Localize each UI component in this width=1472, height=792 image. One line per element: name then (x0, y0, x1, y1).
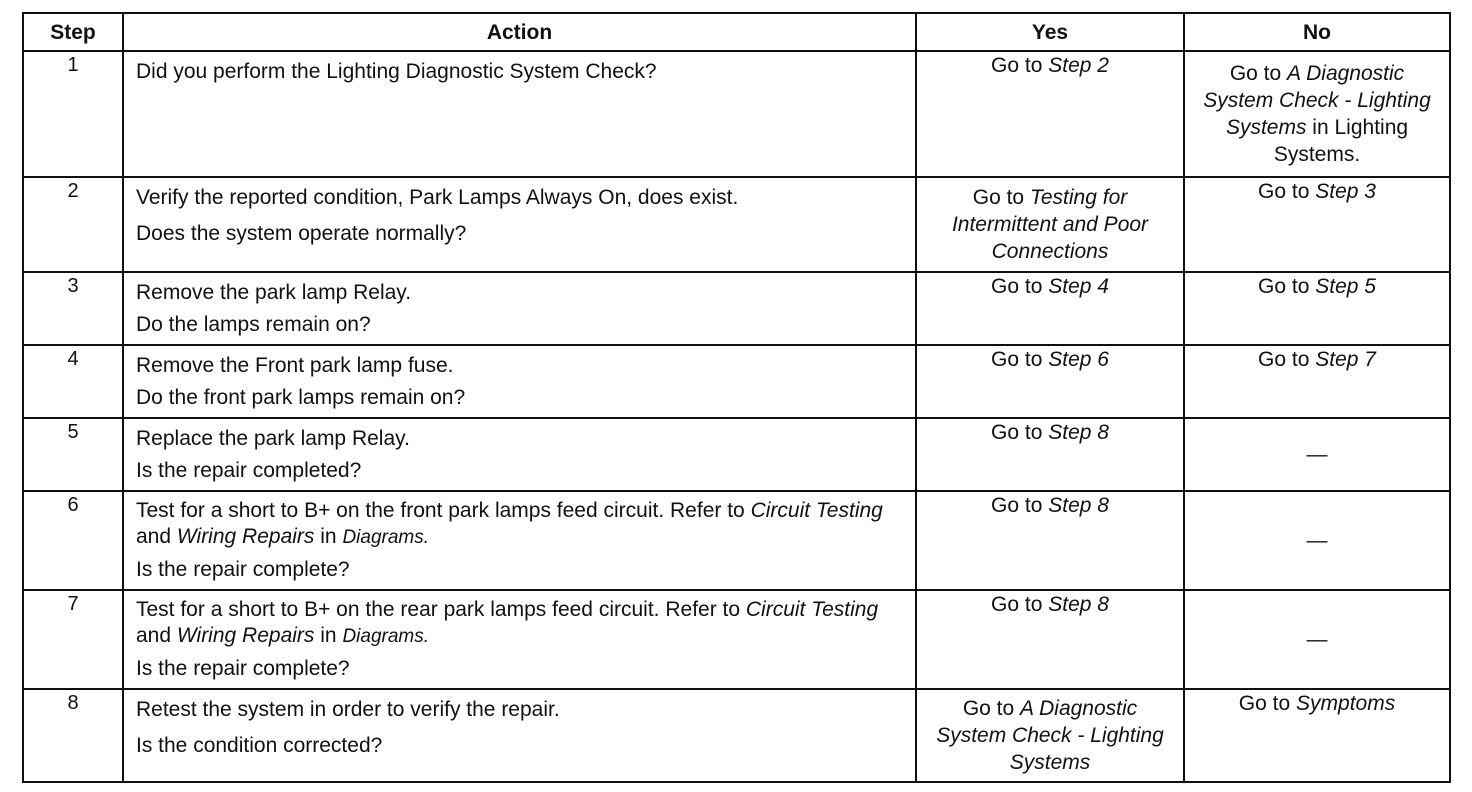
go-to-label: Go to (1238, 692, 1291, 715)
yes-cell (916, 177, 1184, 272)
table-row (23, 272, 1450, 345)
yes-target: Step 4 (1048, 275, 1109, 298)
header-row (23, 13, 1450, 51)
action-main: Test for a short to B+ on the front park lamps feed circuit. (136, 499, 665, 522)
action-cell (123, 345, 916, 418)
step-number: 3 (23, 272, 123, 345)
and-label: and (136, 525, 172, 548)
go-to-label: Go to (991, 421, 1043, 444)
action-cell (123, 590, 916, 689)
action-text: Retest the system in order to verify the repair. (136, 698, 560, 721)
action-cell (123, 272, 916, 345)
in-label: in (1312, 115, 1329, 139)
action-cell (123, 491, 916, 590)
action-text: Remove the Front park lamp fuse. (136, 354, 454, 377)
reference-circuit-testing: Circuit Testing (750, 499, 883, 522)
step-number: 5 (23, 418, 123, 491)
not-applicable-dash: — (1306, 443, 1328, 466)
yes-cell (916, 590, 1184, 689)
not-applicable-dash: — (1306, 628, 1328, 651)
reference-wiring-repairs: Wiring Repairs (176, 624, 315, 647)
question-text: Is the repair complete? (136, 558, 350, 581)
refer-to-label: Refer to (670, 499, 745, 522)
header-step: Step (23, 13, 123, 51)
go-to-label: Go to (991, 494, 1043, 517)
not-applicable-dash: — (1306, 529, 1328, 552)
go-to-label: Go to (991, 275, 1043, 298)
no-cell (1184, 345, 1450, 418)
no-target: Step 5 (1315, 275, 1376, 298)
in-label: in (320, 525, 337, 548)
header-no: No (1184, 13, 1450, 51)
yes-target: A Diagnostic System Check - Lighting Systems (936, 697, 1164, 774)
action-main: Test for a short to B+ on the rear park lamps feed circuit. (136, 598, 660, 621)
in-label: in (320, 624, 337, 647)
action-cell (123, 177, 916, 272)
action-text: Replace the park lamp Relay. (136, 427, 410, 450)
yes-cell (916, 689, 1184, 782)
table-row (23, 418, 1450, 491)
question-text: Is the condition corrected? (136, 734, 383, 757)
step-number: 2 (23, 177, 123, 272)
action-text: Verify the reported condition, Park Lamps Always On, does exist. (136, 186, 739, 209)
table-row (23, 345, 1450, 418)
table-row (23, 491, 1450, 590)
reference-wiring-repairs: Wiring Repairs (176, 525, 315, 548)
reference-document: Diagrams. (342, 527, 430, 548)
no-suffix: Lighting Systems. (1273, 115, 1409, 166)
step-number: 6 (23, 491, 123, 590)
question-text: Is the repair completed? (136, 459, 362, 482)
no-target: A Diagnostic System Check - Lighting Systems (1203, 61, 1431, 139)
table-row (23, 177, 1450, 272)
diagnostic-table (22, 12, 1451, 783)
go-to-label: Go to (1258, 348, 1310, 371)
yes-cell (916, 272, 1184, 345)
no-target: Symptoms (1296, 692, 1396, 715)
question-text: Is the repair complete? (136, 657, 350, 680)
action-cell (123, 689, 916, 782)
go-to-label: Go to (972, 186, 1025, 209)
and-label: and (136, 624, 172, 647)
table-row (23, 51, 1450, 177)
step-number: 1 (23, 51, 123, 177)
no-cell (1184, 272, 1450, 345)
reference-circuit-testing: Circuit Testing (745, 598, 879, 621)
table-row (23, 590, 1450, 689)
no-cell (1184, 491, 1450, 590)
yes-target: Step 2 (1048, 54, 1109, 77)
question-text: Do the front park lamps remain on? (136, 386, 466, 409)
yes-cell (916, 345, 1184, 418)
go-to-label: Go to (962, 697, 1015, 720)
action-cell (123, 418, 916, 491)
go-to-label: Go to (1258, 275, 1310, 298)
go-to-label: Go to (991, 54, 1043, 77)
yes-cell (916, 51, 1184, 177)
no-cell (1184, 590, 1450, 689)
reference-document: Diagrams. (342, 626, 430, 647)
yes-target: Testing for Intermittent and Poor Connections (951, 186, 1149, 263)
header-yes: Yes (916, 13, 1184, 51)
question-text: Do the lamps remain on? (136, 313, 371, 336)
step-number: 8 (23, 689, 123, 782)
step-number: 7 (23, 590, 123, 689)
yes-target: Step 8 (1048, 421, 1109, 444)
action-text (136, 498, 903, 551)
table-row (23, 689, 1450, 782)
yes-target: Step 6 (1048, 348, 1109, 371)
no-cell (1184, 51, 1450, 177)
question-text: Does the system operate normally? (136, 222, 467, 245)
no-cell (1184, 177, 1450, 272)
yes-cell (916, 491, 1184, 590)
no-target: Step 7 (1315, 348, 1376, 371)
go-to-label: Go to (991, 593, 1043, 616)
action-text (136, 597, 903, 650)
go-to-label: Go to (991, 348, 1043, 371)
refer-to-label: Refer to (665, 598, 741, 621)
step-number: 4 (23, 345, 123, 418)
yes-target: Step 8 (1048, 593, 1109, 616)
action-cell (123, 51, 916, 177)
go-to-label: Go to (1258, 180, 1310, 203)
yes-cell (916, 418, 1184, 491)
header-action: Action (123, 13, 916, 51)
action-text: Did you perform the Lighting Diagnostic System Check? (136, 60, 657, 83)
action-text: Remove the park lamp Relay. (136, 281, 412, 304)
go-to-label: Go to (1229, 61, 1282, 85)
no-cell (1184, 689, 1450, 782)
no-target: Step 3 (1315, 180, 1376, 203)
yes-target: Step 8 (1048, 494, 1109, 517)
no-cell (1184, 418, 1450, 491)
